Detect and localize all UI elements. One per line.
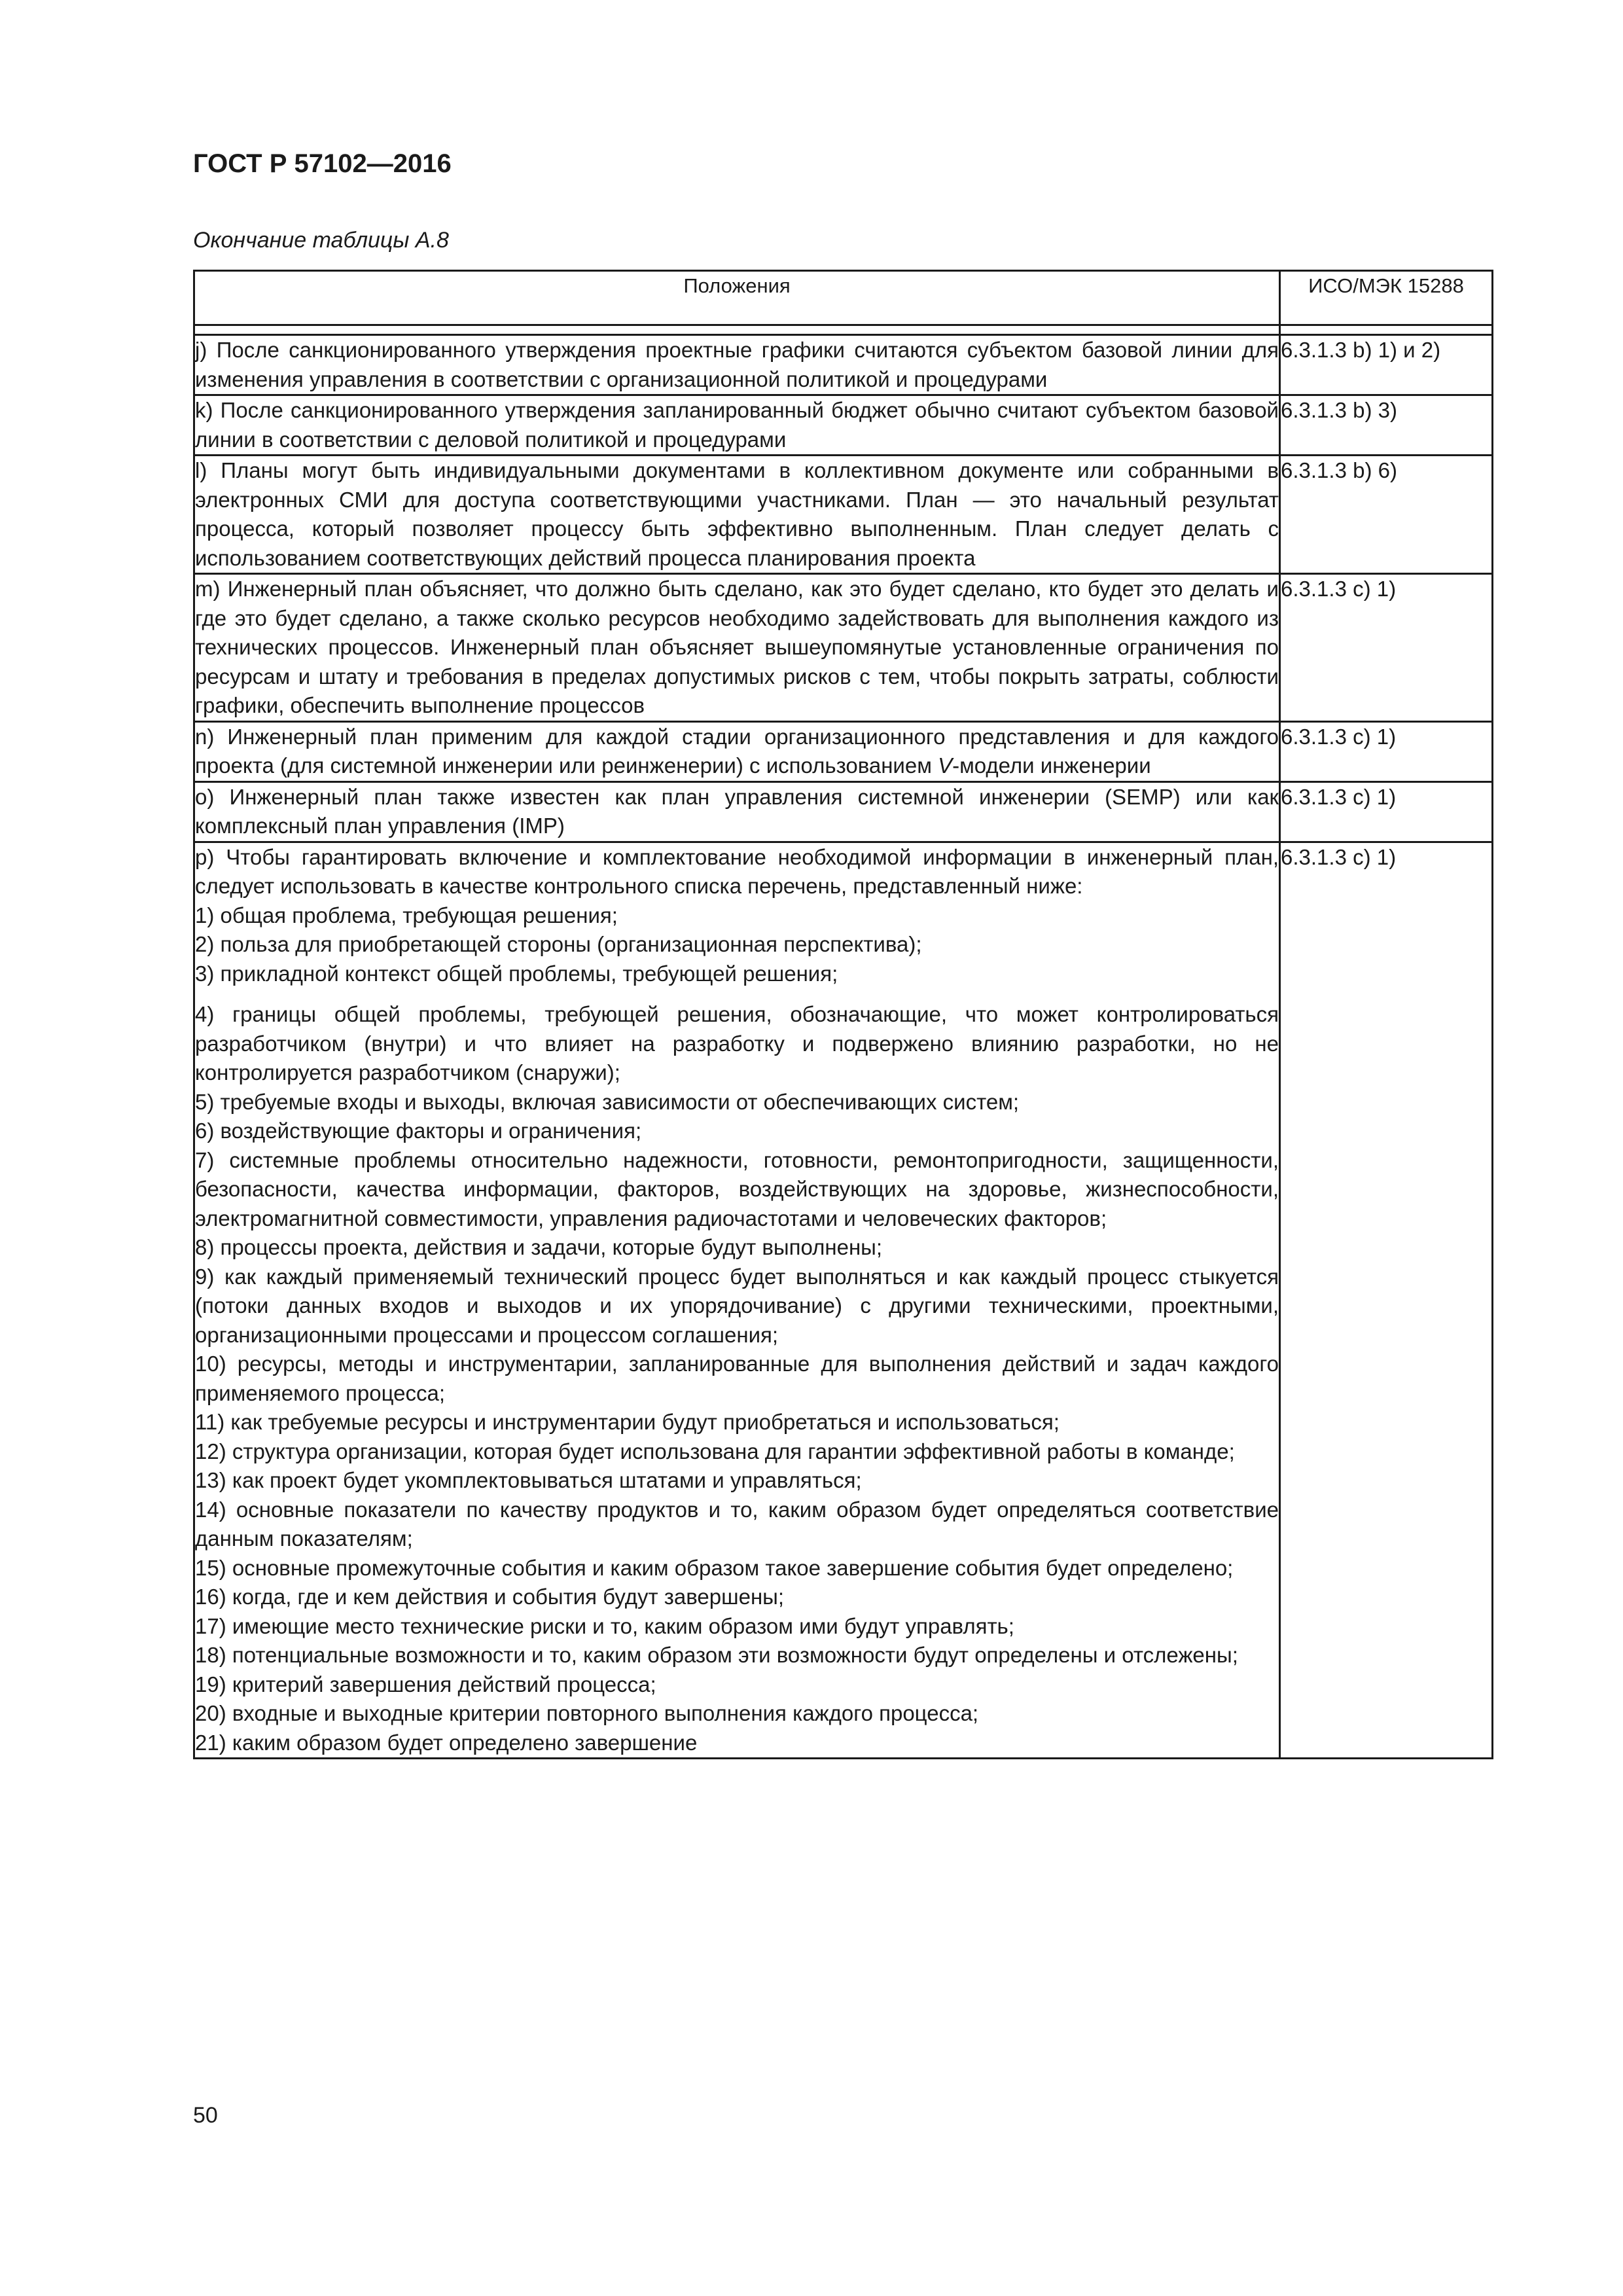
- row-text-n: [194, 721, 1280, 781]
- provisions-table: [193, 270, 1493, 1759]
- checklist-item: 7) системные проблемы относительно надежности, готовности, ремонтопригодности, защищенности, безопасности, качества информации, факторов, воздействующих на здоровье, жизнеспособности, электромагнитной совместимости, управления радиочастотами и человеческих факторов;: [195, 1147, 1279, 1230]
- checklist-item: 21) каким образом будет определено завершение: [195, 1730, 698, 1755]
- checklist-group-a: [195, 901, 1279, 989]
- checklist-item: 15) основные промежуточные события и каким образом такое завершение события будет определено;: [195, 1555, 1234, 1580]
- checklist-item: 20) входные и выходные критерии повторного выполнения каждого процесса;: [195, 1701, 979, 1725]
- checklist-item: 2) польза для приобретающей стороны (организационная перспектива);: [195, 932, 922, 956]
- table-row: [194, 456, 1493, 574]
- row-ref-k: 6.3.1.3 b) 3): [1280, 395, 1493, 456]
- checklist-item: 3) прикладной контекст общей проблемы, требующей решения;: [195, 961, 838, 986]
- page-number: 50: [193, 2103, 218, 2128]
- checklist-item: 8) процессы проекта, действия и задачи, которые будут выполнены;: [195, 1235, 883, 1259]
- row-text-j: j) После санкционированного утверждения проектные графики считаются субъектом базовой линии для изменения управления в соответствии с организационной политикой и процедурами: [194, 335, 1280, 395]
- checklist-item: 18) потенциальные возможности и то, каким образом эти возможности будут определены и отслежены;: [195, 1643, 1238, 1667]
- row-ref-l: 6.3.1.3 b) 6): [1280, 456, 1493, 574]
- checklist-item: 12) структура организации, которая будет использована для гарантии эффективной работы в команде;: [195, 1439, 1235, 1463]
- checklist-item: 16) когда, где и кем действия и события будут завершены;: [195, 1585, 785, 1609]
- row-ref-n: 6.3.1.3 c) 1): [1280, 721, 1493, 781]
- checklist-item: 4) границы общей проблемы, требующей решения, обозначающие, что может контролироваться разработчиком (внутри) и что влияет на разработку и подвержено влиянию разработки, но не контролируется разработчиком (снаружи);: [195, 1002, 1279, 1085]
- checklist-item: 5) требуемые входы и выходы, включая зависимости от обеспечивающих систем;: [195, 1089, 1020, 1114]
- table-header-row: [194, 271, 1493, 325]
- checklist-item: 9) как каждый применяемый технический процесс будет выполняться и как каждый процесс стыкуется (потоки данных входов и выходов и их упорядочивание) с другими техническими, проектными, организационными процессами и процессом соглашения;: [195, 1264, 1279, 1347]
- row-text-o: o) Инженерный план также известен как план управления системной инженерии (SEMP) или как комплексный план управления (IMP): [194, 781, 1280, 842]
- checklist-item: 11) как требуемые ресурсы и инструментарии будут приобретаться и использоваться;: [195, 1410, 1060, 1434]
- row-ref-m: 6.3.1.3 c) 1): [1280, 574, 1493, 722]
- table-row: [194, 335, 1493, 395]
- row-text-n-part2: -модели инженерии: [952, 753, 1151, 778]
- row-text-l: l) Планы могут быть индивидуальными документами в коллективном документе или собранными в электронных СМИ для доступа соответствующими участниками. План — это начальный результат процесса, который позволяет процессу быть эффективно выполненным. План следует делать с использованием соответствующих действий процесса планирования проекта: [194, 456, 1280, 574]
- checklist-spacer: [195, 988, 1279, 1000]
- table-row: [194, 395, 1493, 456]
- row-ref-p: 6.3.1.3 c) 1): [1280, 842, 1493, 1759]
- column-header-provisions: Положения: [194, 271, 1280, 325]
- checklist-intro: p) Чтобы гарантировать включение и комплектование необходимой информации в инженерный план, следует использовать в качестве контрольного списка перечень, представленный ниже:: [195, 844, 1279, 898]
- row-text-k: k) После санкционированного утверждения запланированный бюджет обычно считают субъектом базовой линии в соответствии с деловой политикой и процедурами: [194, 395, 1280, 456]
- column-header-iso: ИСО/МЭК 15288: [1280, 271, 1493, 325]
- header-gap-row: [194, 325, 1493, 335]
- table-row: [194, 781, 1493, 842]
- checklist-item: 19) критерий завершения действий процесса;: [195, 1672, 656, 1696]
- checklist-item: 13) как проект будет укомплектовываться штатами и управляться;: [195, 1468, 862, 1492]
- row-text-n-italic: V: [938, 753, 953, 778]
- row-text-n-part1: n) Инженерный план применим для каждой стадии организационного представления и для каждого проекта (для системной инженерии или реинженерии) с использованием: [195, 724, 1279, 778]
- checklist-item: 6) воздействующие факторы и ограничения;: [195, 1119, 642, 1143]
- row-text-m: m) Инженерный план объясняет, что должно быть сделано, как это будет сделано, кто будет это делать и где это будет сделано, а также сколько ресурсов необходимо задействовать для выполнения каждого из технических процессов. Инженерный план объясняет вышеупомянутые установленные ограничения по ресурсам и штату и требования в пределах допустимых рисков с тем, чтобы покрыть затраты, соблюсти графики, обеспечить выполнение процессов: [194, 574, 1280, 722]
- checklist-item: 17) имеющие место технические риски и то, каким образом ими будут управлять;: [195, 1613, 1014, 1638]
- table-row: [194, 574, 1493, 722]
- checklist-item: 1) общая проблема, требующая решения;: [195, 903, 618, 927]
- document-code: ГОСТ Р 57102—2016: [193, 149, 452, 178]
- row-text-p: [194, 842, 1280, 1759]
- checklist-group-b: [195, 1000, 1279, 1757]
- checklist-item: 10) ресурсы, методы и инструментарии, запланированные для выполнения действий и задач каждого применяемого процесса;: [195, 1352, 1279, 1405]
- table-row-checklist: [194, 842, 1493, 1759]
- row-ref-j: 6.3.1.3 b) 1) и 2): [1280, 335, 1493, 395]
- table-caption: Окончание таблицы А.8: [193, 228, 449, 253]
- table-row: [194, 721, 1493, 781]
- row-ref-o: 6.3.1.3 c) 1): [1280, 781, 1493, 842]
- checklist-item: 14) основные показатели по качеству продуктов и то, каким образом будет определяться соответствие данным показателям;: [195, 1497, 1279, 1551]
